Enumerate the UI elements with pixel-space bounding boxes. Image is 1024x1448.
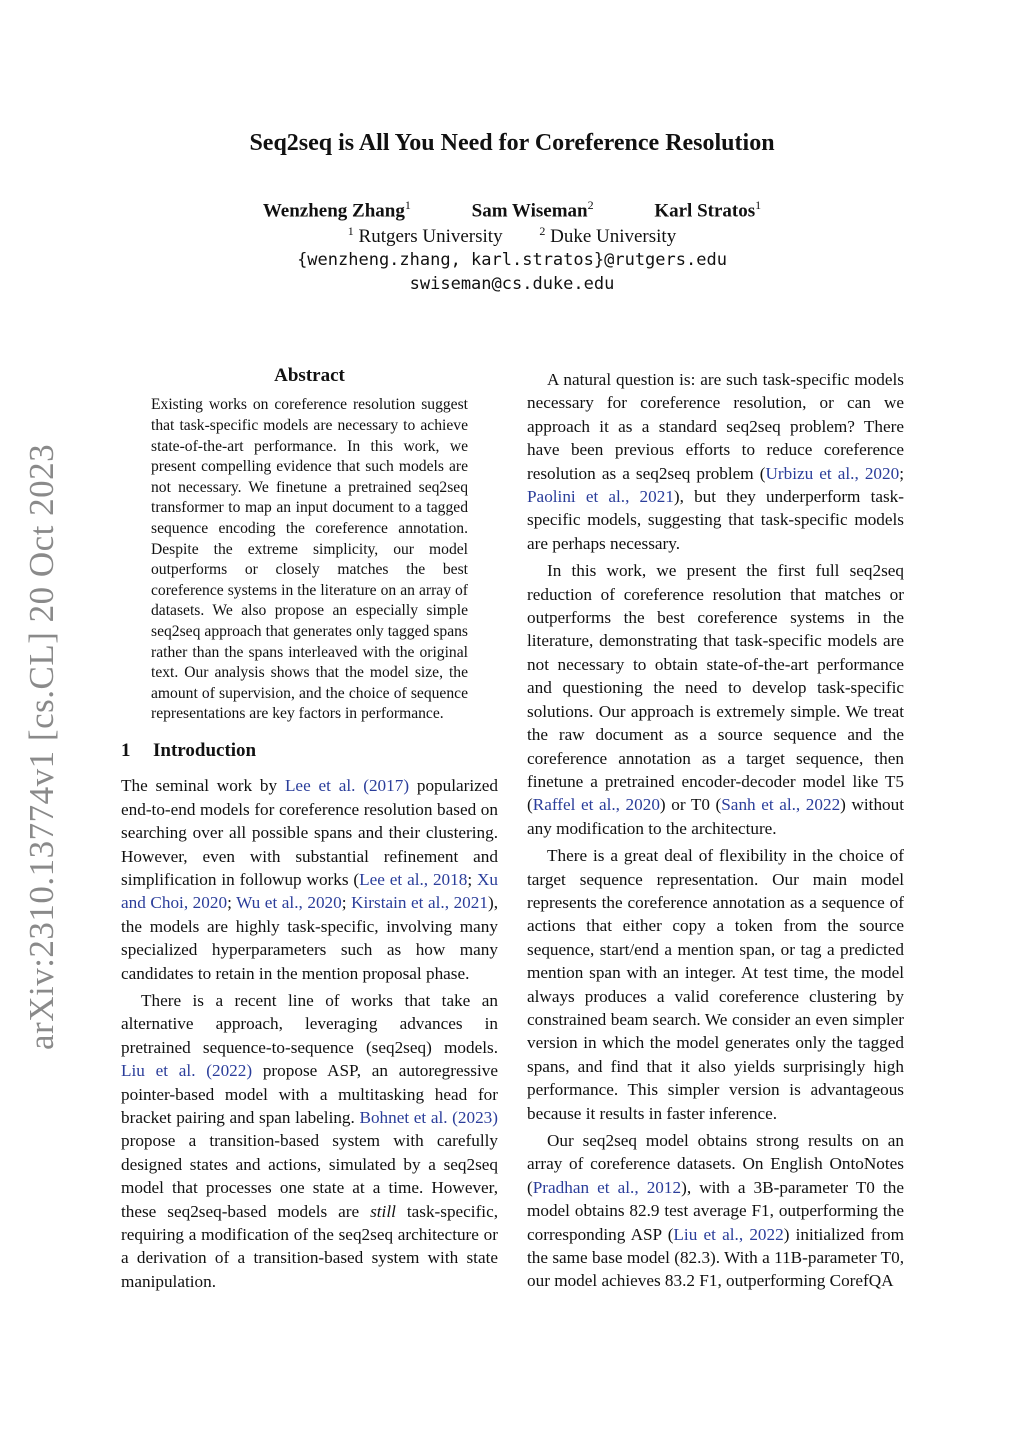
paragraph	[527, 368, 904, 555]
author-affil-mark: 2	[587, 198, 594, 212]
text-run: In this work, we present the first full seq2seq reduction of coreference resolution that matches or outperforms the best coreference systems in the literature, demonstrating that task-specific models are not necessary to obtain state-of-the-art performance and questioning the need to develop task-specific solutions. Our approach is extremely simple. We treat the raw document as a source sequence and the coreference annotation as a target sequence, then finetune a pretrained encoder-decoder model like T5 (	[527, 561, 904, 815]
text-run: ), the models are highly task-specific, involving many specialized hyperparameters such as how many candidates to retain in the mention proposal phase.	[121, 893, 498, 983]
left-column	[121, 364, 498, 1297]
text-run: There is a great deal of flexibility in the choice of target sequence representation. Our main model represents the coreference annotation as a sequence of actions that either copy a token from the source sequence, start/end a mention span, or tag a predicted mention span with an integer. At test time, the model always produces a valid coreference clustering by constrained beam search. We consider an even simpler version in which the model generates only the tagged spans, and find that it also yields surprisingly high performance. This simpler version is advantageous because it results in faster inference.	[527, 846, 904, 1123]
author-affil-mark: 1	[404, 198, 411, 212]
section-number: 1	[121, 739, 131, 761]
text-run: ) initialized from the same base model (82.3). With a 11B-parameter T0, our model achieves 83.2 F1, outperforming CorefQA	[527, 1224, 904, 1291]
paragraph	[527, 844, 904, 1125]
affiliation-name: Duke University	[550, 226, 677, 248]
affiliation-mark: 2	[539, 224, 546, 238]
author	[654, 198, 761, 222]
citation-link[interactable]: Wu et al., 2020	[236, 893, 342, 913]
author-name: Sam Wiseman	[471, 200, 588, 222]
text-run: A natural question is: are such task-specific models necessary for coreference resolution, or can we approach it as a standard seq2seq problem? There have been previous efforts to reduce coreference resolution as a seq2seq problem (	[527, 370, 904, 483]
right-column	[527, 368, 904, 1297]
author-list	[0, 198, 1024, 222]
citation-link[interactable]: Lee et al., 2018	[359, 869, 468, 889]
citation-link[interactable]: Liu et al., 2022	[673, 1224, 784, 1244]
affiliation-name: Rutgers University	[358, 226, 503, 248]
citation-link[interactable]: Xu and Choi, 2020	[121, 869, 498, 913]
citation-link[interactable]: Sanh et al., 2022	[721, 795, 841, 815]
text-run: Our seq2seq model obtains strong results on an array of coreference datasets. On English OntoNotes (	[527, 1131, 904, 1197]
text-run: ) without any modification to the architecture.	[527, 795, 905, 838]
citation-link[interactable]: Bohnet et al. (2023)	[359, 1108, 498, 1127]
text-run: ;	[341, 893, 352, 913]
text-run: ;	[467, 869, 477, 889]
citation-link[interactable]: Kirstain et al., 2021	[351, 893, 488, 913]
author-name: Wenzheng Zhang	[262, 200, 405, 222]
citation-link[interactable]: Pradhan et al., 2012	[532, 1177, 682, 1197]
citation-link[interactable]: Raffel et al., 2020	[532, 795, 660, 815]
emphasis: still	[370, 1201, 396, 1221]
citation-link[interactable]: Lee et al. (2017)	[284, 776, 410, 796]
author-affil-mark: 1	[755, 198, 762, 212]
paper-title: Seq2seq is All You Need for Coreference Resolution	[249, 130, 775, 156]
text-run: task-specific, requiring a modification of the seq2seq architecture or a derivation of a transition-based system with state manipulation.	[121, 1201, 499, 1291]
text-run: ), but they underperform task-specific models, suggesting that task-specific models are perhaps necessary.	[527, 487, 904, 553]
paragraph	[527, 1129, 904, 1293]
abstract-heading: Abstract	[274, 365, 345, 386]
text-run: propose ASP, an autoregressive pointer-based model with a multitasking head for bracket pairing and span labeling.	[121, 1061, 498, 1127]
affiliation-mark: 1	[347, 224, 354, 238]
text-run: popularized end-to-end models for coreference resolution based on searching over all possible spans and their clustering. However, even with substantial refinement and simplification in followup works (	[121, 776, 498, 889]
affiliation	[348, 224, 503, 248]
text-run: The seminal work by	[121, 776, 285, 796]
text-run: ) or T0 (	[659, 795, 722, 815]
affiliation	[539, 224, 676, 248]
author-name: Karl Stratos	[654, 200, 756, 222]
email-line: {wenzheng.zhang, karl.stratos}@rutgers.edu	[297, 250, 727, 270]
citation-link[interactable]: Urbizu et al., 2020	[765, 463, 900, 483]
paragraph	[121, 774, 498, 985]
text-run: ;	[899, 463, 904, 483]
author	[472, 198, 594, 222]
section-title: Introduction	[153, 739, 257, 761]
text-run: ), with a 3B-parameter T0 the model obtains 82.9 test average F1, outperforming the corresponding ASP (	[527, 1177, 904, 1244]
text-run: There is a recent line of works that take an alternative approach, leveraging advances in pretrained sequence-to-sequence (seq2seq) models.	[121, 990, 498, 1057]
abstract-body: Existing works on coreference resolution suggest that task-specific models are necessary to achieve state-of-the-art performance. In this work, we present compelling evidence that such models are not necessary. We finetune a pretrained seq2seq transformer to map an input document to a tagged sequence encoding the coreference annotation. Despite the extreme simplicity, our model outperforms or closely matches the best coreference systems in the literature on an array of datasets. We also propose an especially simple seq2seq approach that generates only tagged spans rather than the spans interleaved with the original text. Our analysis shows that the model size, the amount of supervision, and the choice of sequence representations are key factors in performance.	[151, 396, 468, 723]
email-line: swiseman@cs.duke.edu	[409, 274, 615, 294]
citation-link[interactable]: Paolini et al., 2021	[527, 487, 674, 507]
affiliations	[0, 224, 1024, 248]
paragraph	[121, 989, 498, 1293]
text-run: ;	[227, 893, 237, 913]
citation-link[interactable]: Liu et al. (2022)	[121, 1061, 253, 1081]
text-run: propose a transition-based system with carefully designed states and actions, simulated by a seq2seq model that processes one state at a time. However, these seq2seq-based models are	[121, 1131, 498, 1221]
section-heading	[121, 739, 498, 762]
author	[263, 198, 411, 222]
arxiv-stamp: arXiv:2310.13774v1 [cs.CL] 20 Oct 2023	[22, 443, 61, 1050]
paragraph	[527, 559, 904, 840]
